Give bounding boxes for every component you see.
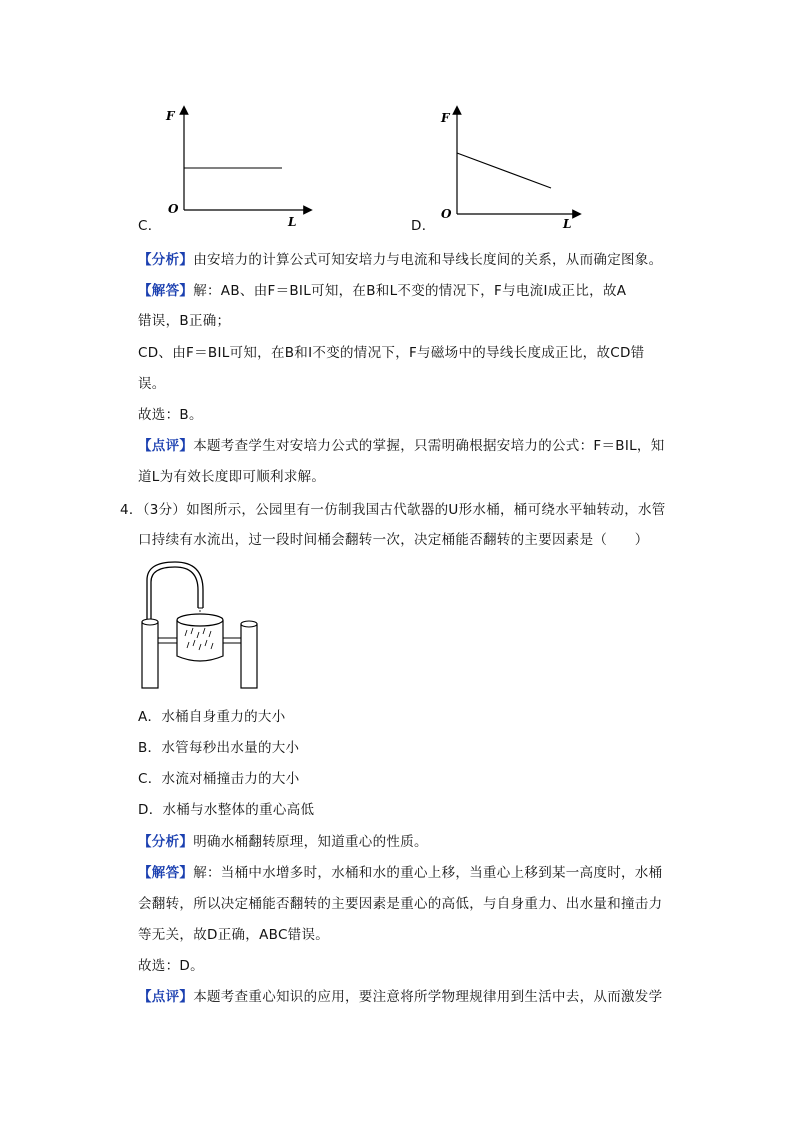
q4-answer-line1 (138, 863, 662, 883)
q4-answer-line3: 等无关，故D正确，ABC错误。 (138, 927, 330, 943)
graph-d-x-label: L (563, 217, 572, 230)
q3-comment-line2: 道L为有效长度即可顺利求解。 (138, 469, 326, 485)
water-pipe (147, 562, 203, 622)
graph-c-origin: O (168, 202, 179, 216)
analysis-text: 明确水桶翻转原理，知道重心的性质。 (193, 834, 428, 850)
right-post (241, 624, 257, 688)
bucket-figure (135, 560, 265, 695)
q3-choice: 故选：B。 (138, 407, 203, 423)
answer-tag: 【解答】 (138, 865, 194, 881)
graph-c-x-label: L (288, 215, 297, 229)
q4-answer-line2: 会翻转，所以决定桶能否翻转的主要因素是重心的高低，与自身重力、出水量和撞击力 (138, 896, 663, 912)
q4-option-d: D．水桶与水整体的重心高低 (138, 802, 315, 818)
analysis-tag: 【分析】 (138, 252, 194, 268)
q4-option-c: C．水流对桶撞击力的大小 (138, 771, 300, 787)
graph-d-curve (457, 153, 551, 188)
comment-text: 本题考查学生对安培力公式的掌握，只需明确根据安培力的公式：F＝BIL，知 (193, 438, 665, 454)
q4-stem-line1: 4．（3分）如图所示，公园里有一仿制我国古代欹器的U形水桶，桶可绕水平轴转动，水管 (120, 502, 666, 518)
answer-tag: 【解答】 (138, 283, 194, 299)
q4-comment-line1 (138, 987, 662, 1007)
graph-c-y-label: F (166, 109, 175, 123)
q4-stem-line2: 口持续有水流出，过一段时间桶会翻转一次，决定桶能否翻转的主要因素是（ ） (138, 532, 649, 548)
option-d-label: D． (411, 218, 436, 234)
q4-option-a: A．水桶自身重力的大小 (138, 709, 286, 725)
q3-answer-line2: 错误，B正确； (138, 313, 231, 329)
analysis-text: 由安培力的计算公式可知安培力与电流和导线长度间的关系，从而确定图象。 (193, 252, 663, 268)
left-post (142, 622, 158, 688)
answer-text: 解：当桶中水增多时，水桶和水的重心上移，当重心上移到某一高度时，水桶 (193, 865, 663, 881)
comment-text: 本题考查重心知识的应用，要注意将所学物理规律用到生活中去，从而激发学 (193, 989, 663, 1005)
q3-analysis (138, 250, 662, 270)
option-c-label: C． (138, 218, 162, 234)
q3-comment-line1 (138, 436, 665, 456)
q4-analysis (138, 832, 428, 852)
graph-d-y-label: F (441, 111, 450, 125)
graph-d-origin: O (441, 207, 452, 221)
graph-c (160, 100, 320, 230)
q4-choice: 故选：D。 (138, 958, 204, 974)
answer-text: 解：AB、由F＝BIL可知，在B和L不变的情况下，F与电流I成正比，故A (193, 283, 627, 299)
q3-answer-line3: CD、由F＝BIL可知，在B和I不变的情况下，F与磁场中的导线长度成正比，故CD错 (138, 345, 645, 361)
q4-option-b: B．水管每秒出水量的大小 (138, 740, 300, 756)
comment-tag: 【点评】 (138, 989, 194, 1005)
comment-tag: 【点评】 (138, 438, 194, 454)
graph-d (435, 100, 595, 230)
q3-answer-line4: 误。 (138, 376, 166, 392)
analysis-tag: 【分析】 (138, 834, 194, 850)
q3-answer-line1 (138, 281, 626, 301)
